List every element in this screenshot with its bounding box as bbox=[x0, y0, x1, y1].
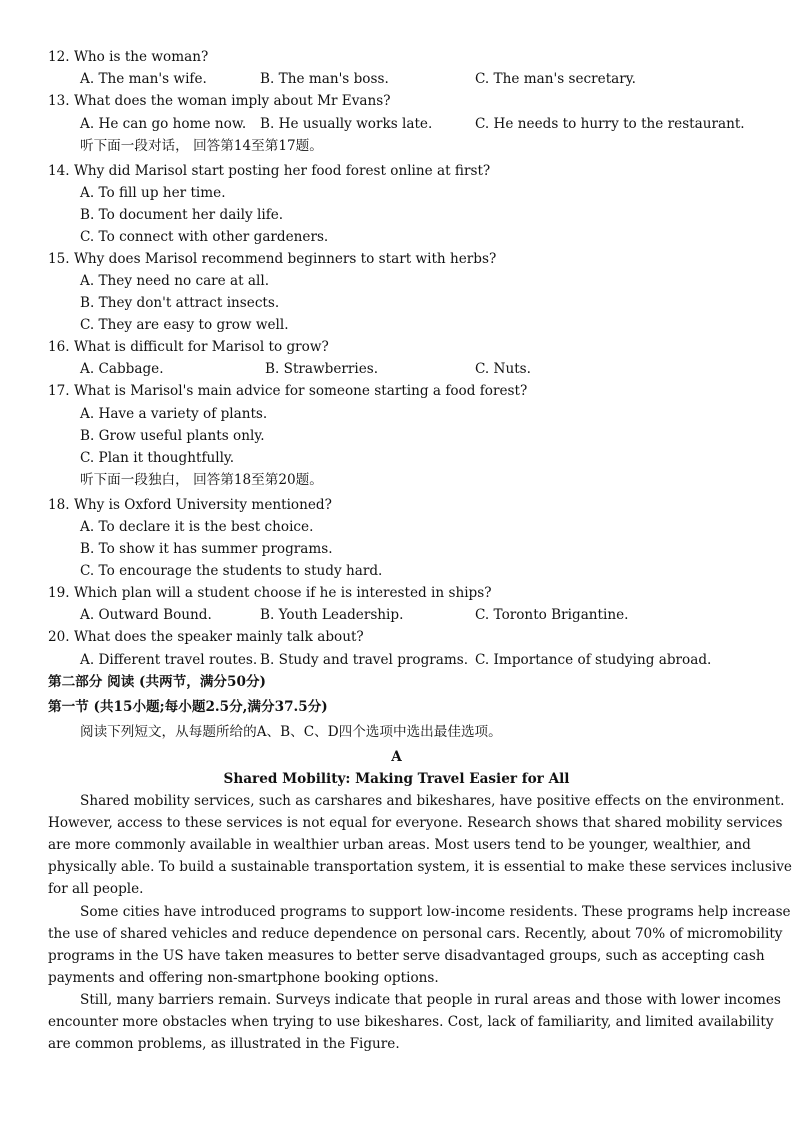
option-17b: B. Grow useful plants only. bbox=[80, 428, 265, 444]
paragraph-3 bbox=[48, 989, 781, 1055]
option-19a: A. Outward Bound. bbox=[80, 607, 212, 623]
option-14c: C. To connect with other gardeners. bbox=[80, 229, 329, 245]
option-14a: A. To fill up her time. bbox=[80, 185, 226, 201]
option-16b: B. Strawberries. bbox=[265, 361, 379, 377]
option-15a: A. They need no care at all. bbox=[80, 273, 270, 289]
option-13a: A. He can go home now. bbox=[80, 116, 247, 132]
option-13b: B. He usually works late. bbox=[260, 116, 433, 132]
paragraph-line: are common problems, as illustrated in the Figure. bbox=[48, 1036, 400, 1052]
option-18b: B. To show it has summer programs. bbox=[80, 541, 333, 557]
instruction-dialogue: 听下面一段对话， 回答第14至第17题。 bbox=[80, 138, 323, 154]
paragraph-1 bbox=[48, 790, 792, 900]
paragraph-line: payments and offering non-smartphone booking options. bbox=[48, 970, 439, 986]
option-19b: B. Youth Leadership. bbox=[260, 607, 404, 623]
paragraph-line: Still, many barriers remain. Surveys indicate that people in rural areas and those with lower incomes bbox=[80, 992, 781, 1008]
question-16: 16. What is difficult for Marisol to grow? bbox=[48, 339, 329, 355]
option-20c: C. Importance of studying abroad. bbox=[475, 652, 712, 668]
section1-title: 第一节 (共15小题;每小题2.5分,满分37.5分) bbox=[48, 699, 328, 715]
question-14: 14. Why did Marisol start posting her food forest online at first? bbox=[48, 163, 491, 179]
paragraph-line: Shared mobility services, such as carshares and bikeshares, have positive effects on the environment. bbox=[80, 793, 785, 809]
option-20b: B. Study and travel programs. bbox=[260, 652, 469, 668]
option-14b: B. To document her daily life. bbox=[80, 207, 284, 223]
option-18c: C. To encourage the students to study hard. bbox=[80, 563, 383, 579]
paragraph-line: Some cities have introduced programs to support low-income residents. These programs help increase bbox=[80, 904, 791, 920]
paragraph-line: are more commonly available in wealthier urban areas. Most users tend to be younger, wealthier, and bbox=[48, 837, 751, 853]
option-12b: B. The man's boss. bbox=[260, 71, 389, 87]
part2-title: 第二部分 阅读 (共两节，满分50分) bbox=[48, 674, 266, 690]
question-20: 20. What does the speaker mainly talk about? bbox=[48, 629, 364, 645]
question-18: 18. Why is Oxford University mentioned? bbox=[48, 497, 332, 513]
option-16c: C. Nuts. bbox=[475, 361, 531, 377]
option-12a: A. The man's wife. bbox=[80, 71, 207, 87]
option-15c: C. They are easy to grow well. bbox=[80, 317, 289, 333]
question-13: 13. What does the woman imply about Mr Evans? bbox=[48, 93, 391, 109]
paragraph-2 bbox=[48, 901, 791, 989]
question-12: 12. Who is the woman? bbox=[48, 49, 209, 65]
paragraph-line: physically able. To build a sustainable transportation system, it is essential to make these services inclusive bbox=[48, 859, 792, 875]
instruction-monologue: 听下面一段独白， 回答第18至第20题。 bbox=[80, 472, 323, 488]
passage-letter: A bbox=[391, 749, 402, 765]
paragraph-line: the use of shared vehicles and reduce dependence on personal cars. Recently, about 70% of micromobility bbox=[48, 926, 783, 942]
paragraph-line: However, access to these services is not equal for everyone. Research shows that shared mobility services bbox=[48, 815, 783, 831]
option-17a: A. Have a variety of plants. bbox=[80, 406, 268, 422]
paragraph-line: programs in the US have taken measures to better serve disadvantaged groups, such as accepting cash bbox=[48, 948, 765, 964]
question-19: 19. Which plan will a student choose if he is interested in ships? bbox=[48, 585, 492, 601]
option-20a: A. Different travel routes. bbox=[80, 652, 258, 668]
reading-directions: 阅读下列短文，从每题所给的A、B、C、D四个选项中选出最佳选项。 bbox=[80, 724, 502, 740]
option-15b: B. They don't attract insects. bbox=[80, 295, 280, 311]
option-16a: A. Cabbage. bbox=[80, 361, 164, 377]
passage-title: Shared Mobility: Making Travel Easier for All bbox=[223, 771, 570, 787]
option-19c: C. Toronto Brigantine. bbox=[475, 607, 629, 623]
option-18a: A. To declare it is the best choice. bbox=[80, 519, 314, 535]
option-13c: C. He needs to hurry to the restaurant. bbox=[475, 116, 745, 132]
question-15: 15. Why does Marisol recommend beginners to start with herbs? bbox=[48, 251, 497, 267]
paragraph-line: encounter more obstacles when trying to use bikeshares. Cost, lack of familiarity, and limited availability bbox=[48, 1014, 774, 1030]
option-17c: C. Plan it thoughtfully. bbox=[80, 450, 235, 466]
paragraph-line: for all people. bbox=[48, 881, 144, 897]
option-12c: C. The man's secretary. bbox=[475, 71, 636, 87]
question-17: 17. What is Marisol's main advice for someone starting a food forest? bbox=[48, 383, 528, 399]
